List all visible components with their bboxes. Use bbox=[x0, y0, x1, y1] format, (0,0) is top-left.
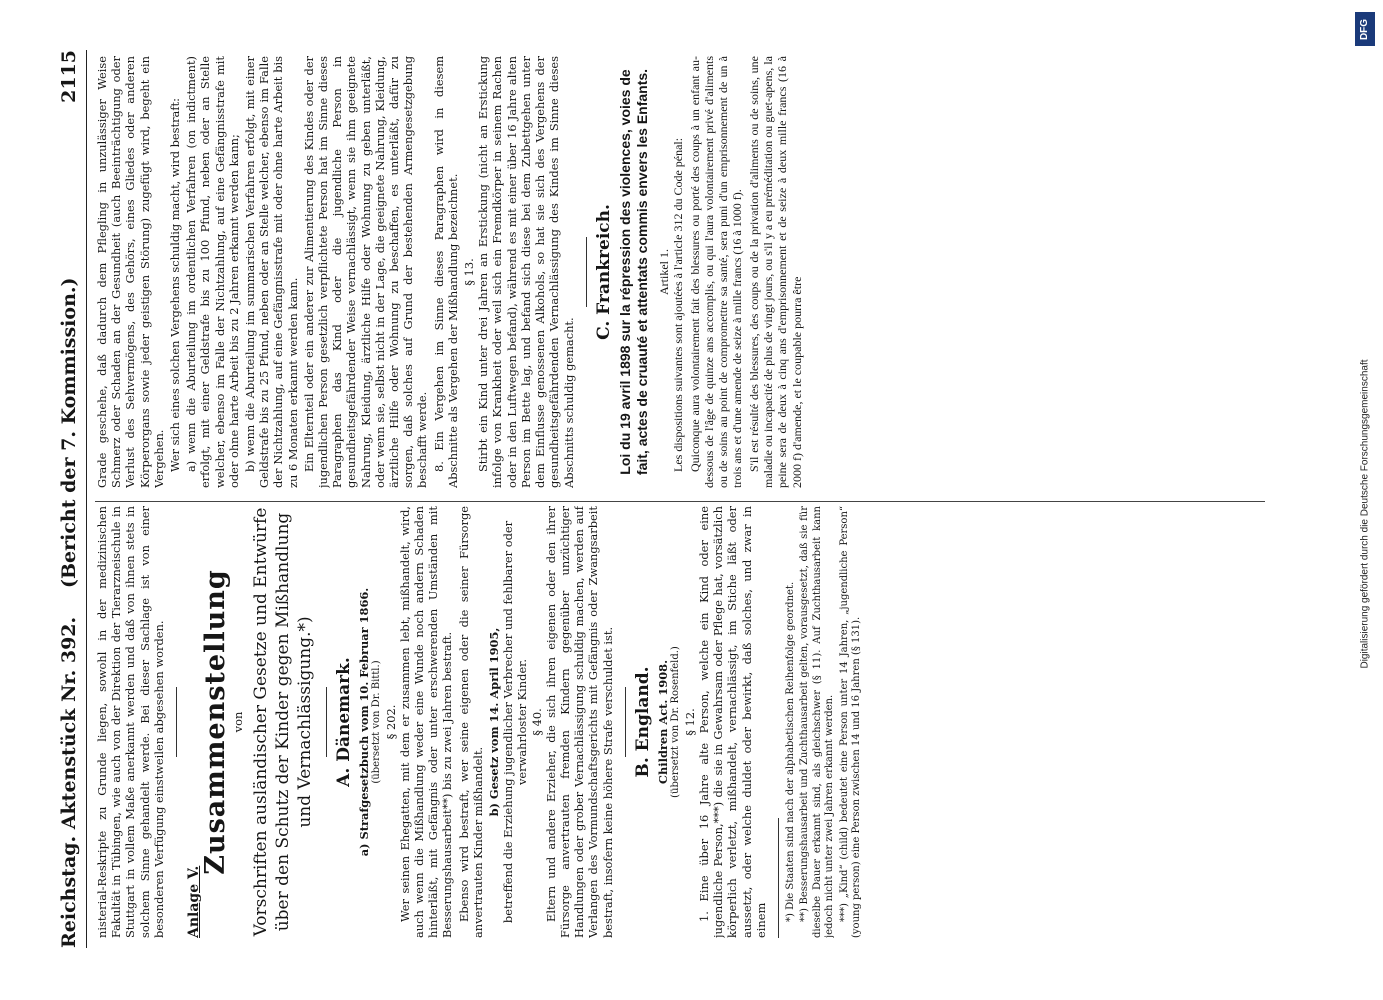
french-text: Les dispositions suivantes sont ajoutées à l'article 312 du Code pénal: bbox=[671, 137, 686, 472]
digitization-sidebar bbox=[1350, 4, 1380, 996]
dfg-logo: DFG bbox=[1355, 12, 1375, 46]
french-text: S'il est résulté des blessures, des coups ou de la privation d'aliments ou de soins, une maladie ou incapacité de plus de vingt jours, ou s'il y a eu préméditation ou guet-apens, la peine sera de deux à cinq ans d'emprisonnement et de seize à deux mille francs (16 à 2000 f) d'amende, et le coupable pourra être bbox=[746, 56, 804, 488]
paragraph-number: § 202. bbox=[383, 704, 398, 740]
french-law-title: Loi du 19 avril 1898 sur la répression des violences, voies de fait, actes de cruauté et attentats commis envers les Enfants. bbox=[616, 68, 650, 476]
law-text: Eltern und andere Erzieher, die sich ihren eigenen oder den ihrer Fürsorge anvertrauten fremden Kindern gegenüber unzüchtiger Handlungen oder grober Vernachlässigung schuldig machen, werden auf Verlangen des Vormundschaftsgerichts mit Gefängnis oder Zwangsarbeit bestraft, insofern keine höhere Strafe verschuldet ist. bbox=[543, 506, 615, 938]
paragraph-number: § 13. bbox=[462, 258, 477, 286]
intro-text: nisterial-Reskripte zu Grunde liegen, sowohl in der medizinischen Fakultät in Tübingen, wie auch von der Direktion der Tierarzneischule in Stuttgart in vollem Maße anerkannt werden und daß von ihnen stets in solchem Sinne gehandelt werde. Bei dieser Sachlage ist von einer besonderen Verfügung einstweilen abgesehen worden. bbox=[95, 506, 166, 938]
left-column bbox=[95, 506, 1260, 938]
translator-c: (übersetzt von Dr. Rosenfeld.) bbox=[670, 646, 682, 798]
law-text: Ein Elternteil oder ein anderer zur Alimentierung des Kindes oder der jugendlichen Person gesetzlich verpflichtete Person hat im Sinne dieses Paragraphen das Kind oder die jugendliche Person in gesundheitsgefährdender Weise vernachlässigt, wenn sie ihm geeignete Nahrung, Kleidung, ärztliche Hilfe oder Wohnung zu geben unterläßt, oder wenn sie, selbst nicht in der Lage, die geeignete Nahrung, Kleidung, ärztliche Hilfe oder Wohnung zu beschaffen, es unterläßt, dafür zu sorgen, daß solches auf Grund der bestehenden Armengesetzgebung beschafft werde. bbox=[301, 56, 430, 488]
paragraph-number: § 40. bbox=[529, 708, 544, 736]
list-item: b) wenn die Aburteilung im summarischen Verfahren erfolgt, mit einer Geldstrafe bis zu 25 Pfund, neben oder an Stelle welcher, ebenso im Falle der Nichtzahlung, auf eine Gefängnisstrafe mit oder ohne harte Arbeit bis zu 6 Monaten erkannt werden kann. bbox=[243, 56, 300, 488]
column-divider bbox=[95, 501, 1265, 502]
footnote: **) Besserungshausarbeit und Zuchthausarbeit gelten, vorausgesetzt, daß sie für dieselbe Dauer erkannt sind, als gleichschwer (§ 11). Auf Zuchthausarbeit kann jedoch nicht unter zwei Jahren erkannt werden. bbox=[799, 506, 836, 938]
section-heading-france: C. Frankreich. bbox=[593, 204, 614, 340]
paragraph-number: § 12. bbox=[682, 708, 697, 736]
list-item: a) wenn die Aburteilung im ordentlichen Verfahren (on indictment) erfolgt, mit einer Geldstrafe bis zu 100 Pfund, neben oder an Stelle welcher, ebenso im Falle der Nichtzahlung, auf eine Gefängnisstrafe mit oder ohne harte Arbeit bis zu 2 Jahren erkannt werden kann; bbox=[184, 56, 241, 488]
footnote: ***) „Kind“ (child) bedeutet eine Person unter 14 Jahren, „jugendliche Person“ (young person) eine Person zwischen 14 und 16 Jahren (§ 131). bbox=[838, 506, 863, 938]
law-text: 1. Eine über 16 Jahre alte Person, welche ein Kind oder eine jugendliche Person,***) die sie in Gewahrsam oder Pflege hat, vorsätzlich körperlich verletzt, mißhandelt, vernachlässigt, im Stiche läßt oder aussetzt, oder welche duldet oder bewirkt, daß solches, und zwar in einem bbox=[696, 506, 768, 938]
separator bbox=[326, 687, 327, 757]
von-label: von bbox=[231, 711, 246, 733]
page-number: 2115 bbox=[58, 50, 80, 103]
translator-a: (übersetzt von Dr. Bittl.) bbox=[371, 660, 383, 784]
footnote: *) Die Staaten sind nach der alphabetischen Reihenfolge geordnet. bbox=[784, 581, 796, 922]
header-left: Reichstag. Aktenstück Nr. 392. bbox=[58, 616, 80, 948]
law-text: 8. Ein Vergehen im Sinne dieses Paragraphen wird in diesem Abschnitte als Vergehen der Mißhandlung bezeichnet. bbox=[431, 56, 460, 488]
header-center: (Bericht der 7. Kommission.) bbox=[58, 277, 80, 588]
law-text: Ebenso wird bestraft, wer seine eigenen oder die seiner Fürsorge anvertrauten Kinder mißhandelt. bbox=[456, 506, 485, 938]
law-title-a: a) Strafgesetzbuch vom 10. Februar 1866. bbox=[356, 587, 371, 857]
law-text: Stirbt ein Kind unter drei Jahren an Erstickung (nicht an Erstickung infolge von Krankheit oder weil sich ein Fremdkörper in seinem Rachen oder in den Luftwegen befand), während es mit einer über 16 Jahre alten Person im Bette lag, und befand sich diese bei dem Zubettgehen unter dem Einflusse genossenen Alkohols, so hat sie sich des Vergehens der gesundheitsgefährdenden Vernachlässigung des Kindes im Sinne dieses Abschnitts schuldig gemacht. bbox=[476, 56, 576, 488]
law-description-b: betreffend die Erziehung jugendlicher Verbrecher und fehlbarer oder verwahrloster Kinder. bbox=[501, 520, 530, 924]
section-heading-denmark: A. Dänemark. bbox=[333, 657, 354, 787]
document-subtitle: Vorschriften ausländischer Gesetze und Entwürfe über den Schutz der Kinder gegen Mißhandlung und Vernachlässigung.*) bbox=[250, 507, 315, 937]
article-heading: Artikel 1. bbox=[656, 249, 671, 295]
right-column bbox=[95, 56, 1260, 488]
law-title-b: b) Gesetz vom 14. April 1905, bbox=[486, 627, 501, 817]
page-header bbox=[52, 50, 87, 948]
law-text: Wer seinen Ehegatten, mit dem er zusammen lebt, mißhandelt, wird, auch wenn die Mißhandlung weder eine Wunde noch andern Schaden hinterläßt, mit Gefängnis oder unter erschwerenden Umständen mit Besserungshausarbeit**) bis zu zwei Jahren bestraft. bbox=[397, 506, 455, 938]
funding-credit: Digitalisierung gefördert durch die Deutsche Forschungsgemeinschaft bbox=[1359, 359, 1371, 669]
separator bbox=[625, 687, 626, 757]
french-text: Quiconque aura volontairement fait des blessures ou porté des coups à un enfant au-dessous de l'âge de quinze ans accomplis, ou qui l'aura volontairement privé d'aliments ou de soins au point de compromettre sa santé, sera puni d'un emprisonnement de un à trois ans et d'une amende de seize à mille francs (16 à 1000 f). bbox=[687, 56, 745, 488]
separator bbox=[176, 687, 177, 757]
anlage-label: Anlage V. bbox=[186, 865, 203, 938]
law-title-c: Children Act. 1908. bbox=[655, 659, 670, 785]
document-title: Zusammenstellung bbox=[200, 569, 232, 875]
law-text: Grade geschehe, daß dadurch dem Pflegling in unzulässiger Weise Schmerz oder Schaden an der Gesundheit (auch Beeinträchtigung oder Verlust des Sehvermögens, des Gehörs, eines Gliedes oder anderen Körperorgans sowie jeder geistigen Störung) zugefügt wird, begeht ein Vergehen. bbox=[95, 56, 166, 488]
law-text: Wer sich eines solchen Vergehens schuldig macht, wird bestraft: bbox=[168, 98, 183, 472]
footnote-rule bbox=[778, 818, 779, 938]
separator bbox=[586, 237, 587, 307]
section-heading-england: B. England. bbox=[632, 666, 653, 778]
